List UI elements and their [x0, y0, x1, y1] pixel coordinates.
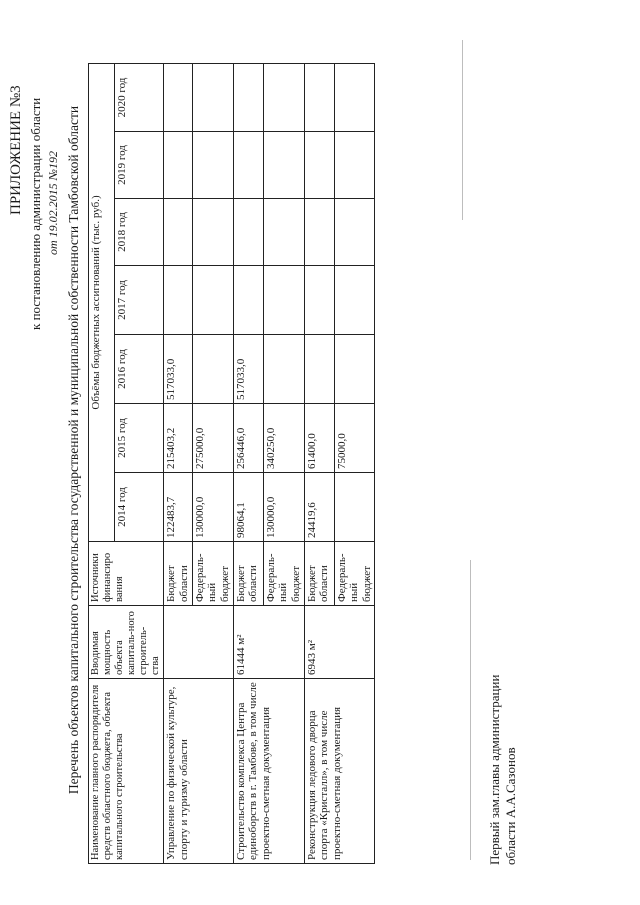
value-cell: 517033,0 — [164, 335, 192, 404]
value-cell: 98064,1 — [233, 473, 263, 542]
table-row — [164, 63, 192, 863]
value-cell — [164, 63, 192, 131]
value-cell — [263, 266, 304, 335]
value-cell — [192, 335, 233, 404]
value-cell: 340250,0 — [263, 404, 304, 473]
value-cell — [263, 199, 304, 266]
value-cell: 130000,0 — [192, 473, 233, 542]
value-cell — [233, 199, 263, 266]
budget-table — [88, 63, 375, 864]
value-cell — [304, 132, 334, 199]
value-cell — [164, 199, 192, 266]
value-cell — [334, 63, 375, 131]
value-cell: 122483,7 — [164, 473, 192, 542]
table-row — [304, 63, 334, 863]
header-year: 2014 год — [114, 473, 164, 542]
appendix-title: ПРИЛОЖЕНИЕ №3 — [8, 85, 24, 215]
header-capacity: Вводимая мощность объекта капиталь-ного строитель-ства — [89, 606, 164, 679]
appendix-resolution: к постановлению администрации области — [28, 97, 43, 330]
header-year: 2016 год — [114, 335, 164, 404]
value-cell: 24419,6 — [304, 473, 334, 542]
row-source: Бюджет области — [304, 542, 334, 606]
row-source: Бюджет области — [164, 542, 192, 606]
value-cell — [192, 63, 233, 131]
header-sources: Источники финансиро вания — [89, 542, 164, 606]
row-source: Федераль-ный бюджет — [334, 542, 375, 606]
value-cell — [263, 63, 304, 131]
value-cell — [263, 132, 304, 199]
header-year: 2015 год — [114, 404, 164, 473]
header-year: 2018 год — [114, 199, 164, 266]
row-capacity: 61444 м² — [233, 606, 304, 679]
row-name: Управление по физической культуре, спорту и туризму области — [164, 679, 233, 864]
header-year: 2019 год — [114, 132, 164, 199]
value-cell — [164, 132, 192, 199]
value-cell — [233, 132, 263, 199]
row-source: Бюджет области — [233, 542, 263, 606]
value-cell — [233, 266, 263, 335]
value-cell: 275000,0 — [192, 404, 233, 473]
value-cell — [233, 63, 263, 131]
value-cell: 61400,0 — [304, 404, 334, 473]
value-cell — [334, 266, 375, 335]
value-cell — [192, 132, 233, 199]
value-cell — [304, 335, 334, 404]
value-cell — [304, 63, 334, 131]
signature-title: Первый зам.главы администрации — [487, 674, 502, 865]
value-cell — [304, 266, 334, 335]
appendix-date-number: от 19.02.2015 №192 — [46, 151, 60, 255]
value-cell — [192, 266, 233, 335]
value-cell: 130000,0 — [263, 473, 304, 542]
row-capacity — [164, 606, 233, 679]
value-cell: 75000,0 — [334, 404, 375, 473]
signature-name: области А.А.Сазонов — [503, 747, 518, 865]
row-capacity: 6943 м² — [304, 606, 375, 679]
value-cell: 256446,0 — [233, 404, 263, 473]
header-year: 2017 год — [114, 266, 164, 335]
value-cell — [164, 266, 192, 335]
row-source: Федераль-ный бюджет — [263, 542, 304, 606]
value-cell — [304, 199, 334, 266]
value-cell — [263, 335, 304, 404]
value-cell — [192, 199, 233, 266]
value-cell: 215403,2 — [164, 404, 192, 473]
header-allocations: Объёмы бюджетных ассигнований (тыс. руб.) — [89, 63, 115, 541]
value-cell — [334, 335, 375, 404]
value-cell — [334, 199, 375, 266]
table-row — [233, 63, 263, 863]
header-name: Наименование главного распорядителя средств областного бюджета, объекта капитального строительства — [89, 679, 164, 864]
document-title: Перечень объектов капитального строительства государственной и муниципальной собственности Тамбовской области — [66, 105, 81, 795]
header-year: 2020 год — [114, 63, 164, 131]
row-name: Строительство комплекса Центра единоборств в г. Тамбове, в том числе проектно-сметная документация — [233, 679, 304, 864]
row-name: Реконструкция ледового дворца спорта «Кристалл», в том числе проектно-сметная документация — [304, 679, 375, 864]
value-cell: 517033,0 — [233, 335, 263, 404]
row-source: Федераль-ный бюджет — [192, 542, 233, 606]
value-cell — [334, 473, 375, 542]
value-cell — [334, 132, 375, 199]
